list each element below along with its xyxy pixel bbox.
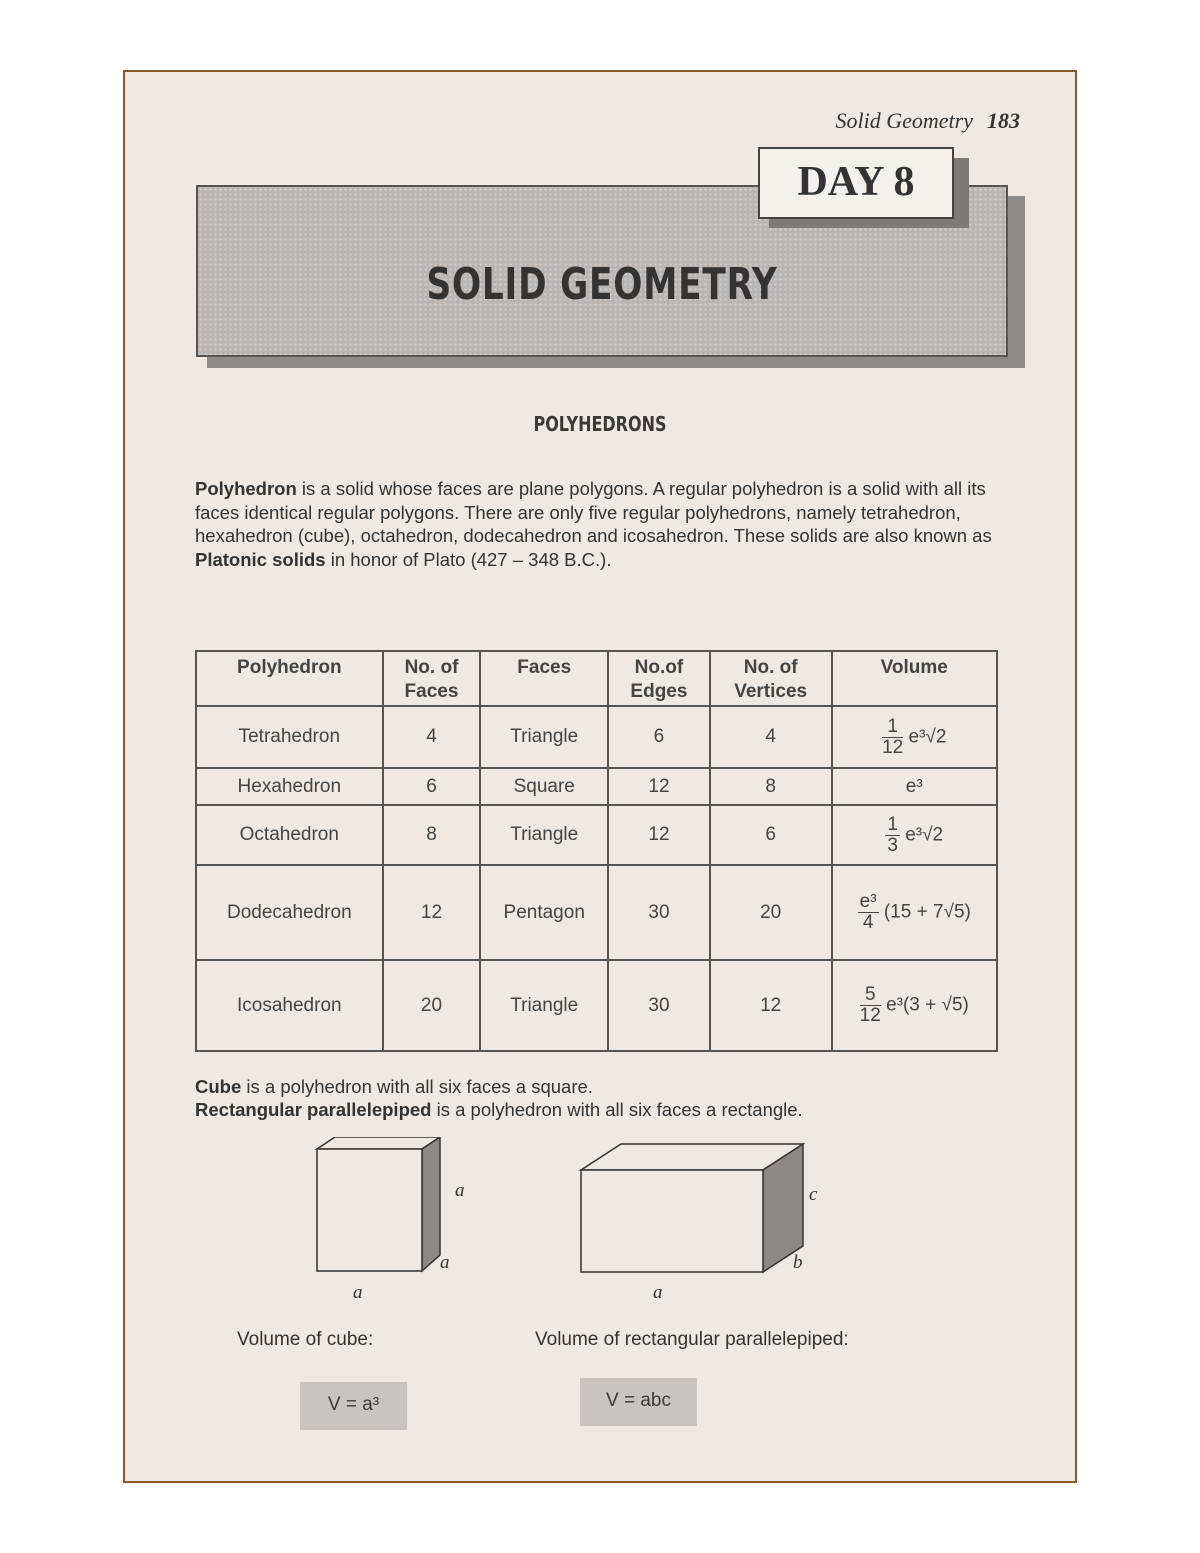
running-title: Solid Geometry [835,108,973,133]
intro-text: is a solid whose faces are plane polygons. A regular polyhedron is a solid with all its faces identical regular polygons. There are only five regular polyhedrons, namely tetrahedron, hexahedron (cube), octahedron, dodecahedron and icosahedron. These solids are also known as [195,478,992,546]
definitions [195,1075,803,1121]
header-cell: No. of Vertices [710,651,832,706]
volume-expression: e³√2 [905,824,944,846]
fraction-numerator: e³ [859,891,877,912]
box-volume-formula: V = abc [580,1378,697,1426]
cube-volume-caption: Volume of cube: [237,1329,374,1350]
fraction-denominator: 4 [862,912,874,933]
header-cell: Polyhedron [196,651,383,706]
box-volume-caption: Volume of rectangular parallelepiped: [535,1329,849,1350]
fraction-denominator: 12 [859,1005,881,1026]
section-title: POLYHEDRONS [533,412,667,436]
cell-face: Square [480,768,608,805]
volume-fraction [858,892,879,933]
volume-expression: e³(3 + √5) [886,994,969,1016]
cell-faces: 12 [383,865,481,960]
header-cell: No. of Faces [383,651,481,706]
cell-faces: 8 [383,805,481,865]
box-height-label: c [809,1184,818,1205]
cell-name: Dodecahedron [196,865,383,960]
cell-edges: 6 [608,706,710,768]
term-platonic-solids: Platonic solids [195,548,326,570]
fraction-numerator: 5 [860,985,881,1006]
cell-vertices: 20 [710,865,832,960]
day-badge: DAY 8 [758,147,954,219]
chapter-title: SOLID GEOMETRY [426,259,778,310]
cube-volume-formula: V = a³ [300,1382,407,1430]
intro-paragraph [195,477,1015,571]
intro-text-end: in honor of Plato (427 – 348 B.C.). [325,548,612,570]
cell-faces: 6 [383,768,481,805]
cell-vertices: 4 [710,706,832,768]
cell-faces: 4 [383,706,481,768]
cell-edges: 12 [608,768,710,805]
table-header-row [196,651,997,706]
volume-expression: e³ [905,775,923,797]
cell-volume [832,960,997,1051]
document-page [123,70,1077,1483]
term-parallelepiped: Rectangular parallelepiped [195,1099,432,1120]
cell-volume [832,706,997,768]
volume-expression: (15 + 7√5) [883,901,971,923]
term-cube: Cube [195,1076,242,1097]
cell-edges: 30 [608,960,710,1051]
parallelepiped-definition: is a polyhedron with all six faces a rectangle. [431,1099,803,1120]
cell-edges: 30 [608,865,710,960]
cube-depth-label: a [440,1252,450,1273]
cube-definition: is a polyhedron with all six faces a square. [241,1076,593,1097]
table-row [196,805,997,865]
polyhedron-table [195,650,998,1052]
volume-expression: e³√2 [908,726,947,748]
table-row [196,960,997,1051]
box-depth-label: b [793,1252,803,1273]
volume-fraction [860,985,881,1026]
box-width-label: a [653,1282,663,1303]
cell-edges: 12 [608,805,710,865]
cell-vertices: 6 [710,805,832,865]
cell-name: Tetrahedron [196,706,383,768]
cell-face: Triangle [480,706,608,768]
page-number: 183 [987,108,1020,133]
cell-name: Octahedron [196,805,383,865]
header-cell: Faces [480,651,608,706]
cell-face: Pentagon [480,865,608,960]
table-row [196,865,997,960]
term-polyhedron: Polyhedron [195,478,297,499]
header-cell: No.of Edges [608,651,710,706]
table-row [196,768,997,805]
cell-face: Triangle [480,805,608,865]
fraction-numerator: 1 [887,813,898,835]
volume-fraction [885,815,900,856]
fraction-denominator: 12 [882,736,904,758]
fraction-denominator: 3 [887,834,898,856]
cell-volume [832,805,997,865]
cell-face: Triangle [480,960,608,1051]
cell-volume [832,865,997,960]
cube-height-label: a [455,1180,465,1201]
fraction-numerator: 1 [882,717,903,738]
cell-faces: 20 [383,960,481,1051]
parallelepiped-figure [575,1142,818,1282]
table-row [196,706,997,768]
cell-vertices: 8 [710,768,832,805]
cell-name: Hexahedron [196,768,383,805]
cube-width-label: a [353,1282,363,1303]
cell-vertices: 12 [710,960,832,1051]
volume-fraction [882,717,903,758]
header-cell: Volume [832,651,997,706]
cell-volume [832,768,997,805]
cell-name: Icosahedron [196,960,383,1051]
running-header [836,108,1020,134]
